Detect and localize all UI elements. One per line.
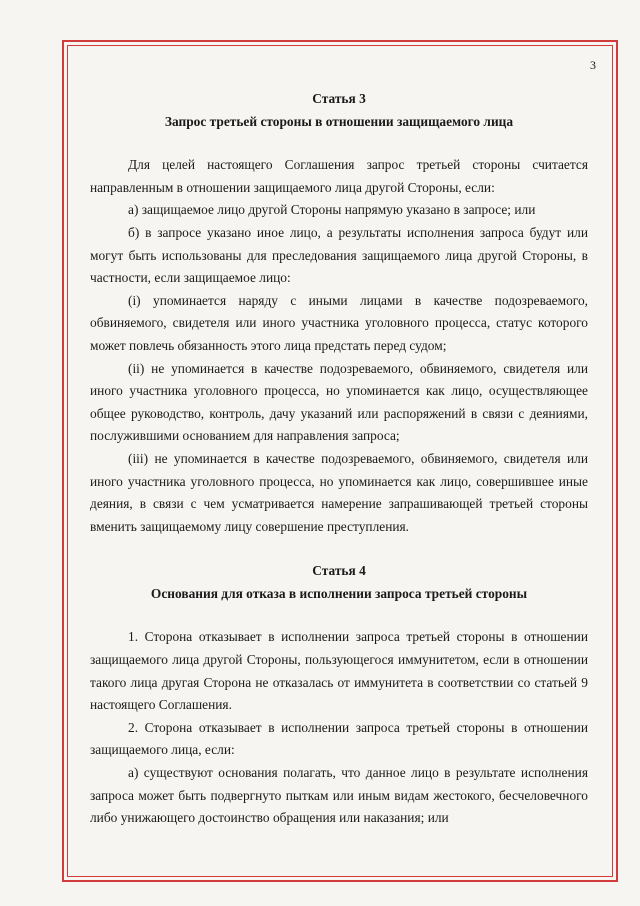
article-4-paragraph: 1. Сторона отказывает в исполнении запроса третьей стороны в отношении защищаемого лица другой Стороны, пользующегося иммунитетом, если в отношении такого лица другая Сторона не отказалась от иммунитета в соответствии со статьей 9 настоящего Соглашения.	[90, 629, 588, 713]
article-4-paragraph: а) существуют основания полагать, что данное лицо в результате исполнения запроса может быть подвергнуто пыткам или иным видам жестокого, бесчеловечного либо унижающего достоинство обращения или наказания; или	[90, 765, 588, 826]
page-number: 3	[590, 58, 596, 72]
spacer	[90, 133, 588, 154]
article-3-paragraph: Для целей настоящего Соглашения запрос третьей стороны считается направленным в отношении защищаемого лица другой Стороны, если:	[90, 157, 588, 195]
article-3-paragraph: а) защищаемое лицо другой Стороны напрямую указано в запросе; или	[128, 202, 536, 218]
article-4-title: Основания для отказа в исполнении запроса третьей стороны	[150, 585, 528, 601]
article-3-title: Запрос третьей стороны в отношении защищаемого лица	[164, 113, 514, 129]
article-4-heading: Статья 4	[312, 563, 366, 579]
article-4-paragraph: 2. Сторона отказывает в исполнении запроса третьей стороны в отношении защищаемого лица, если:	[90, 719, 588, 758]
article-3-heading: Статья 3	[312, 91, 366, 106]
article-3-paragraph: (ii) не упоминается в качестве подозреваемого, обвиняемого, свидетеля или иного участника уголовного процесса, но упоминается как лицо, осуществляющее общее руководство, контроль, дачу указаний или распоряжений в связи с деяниями, послужившими основанием для направления запроса;	[90, 360, 588, 444]
article-3-paragraph: (iii) не упоминается в качестве подозреваемого, обвиняемого, свидетеля или иного участника уголовного процесса, но упоминается как лицо, совершившее иные деяния, в связи с чем усматривается намерение запрашивающей третьей стороны вменить защищаемому лицу совершение преступления.	[90, 450, 588, 534]
spacer	[90, 605, 588, 626]
spacer	[90, 538, 588, 560]
article-3-paragraph: б) в запросе указано иное лицо, а результаты исполнения запроса будут или могут быть использованы для преследования защищаемого лица другой Стороны, в частности, если защищаемое лицо:	[90, 224, 588, 286]
article-3-paragraph: (i) упоминается наряду с иными лицами в качестве подозреваемого, обвиняемого, свидетеля или иного участника уголовного процесса, статус которого может повлечь обязанность этого лица предстать перед судом;	[90, 292, 588, 353]
document-body	[90, 88, 588, 830]
